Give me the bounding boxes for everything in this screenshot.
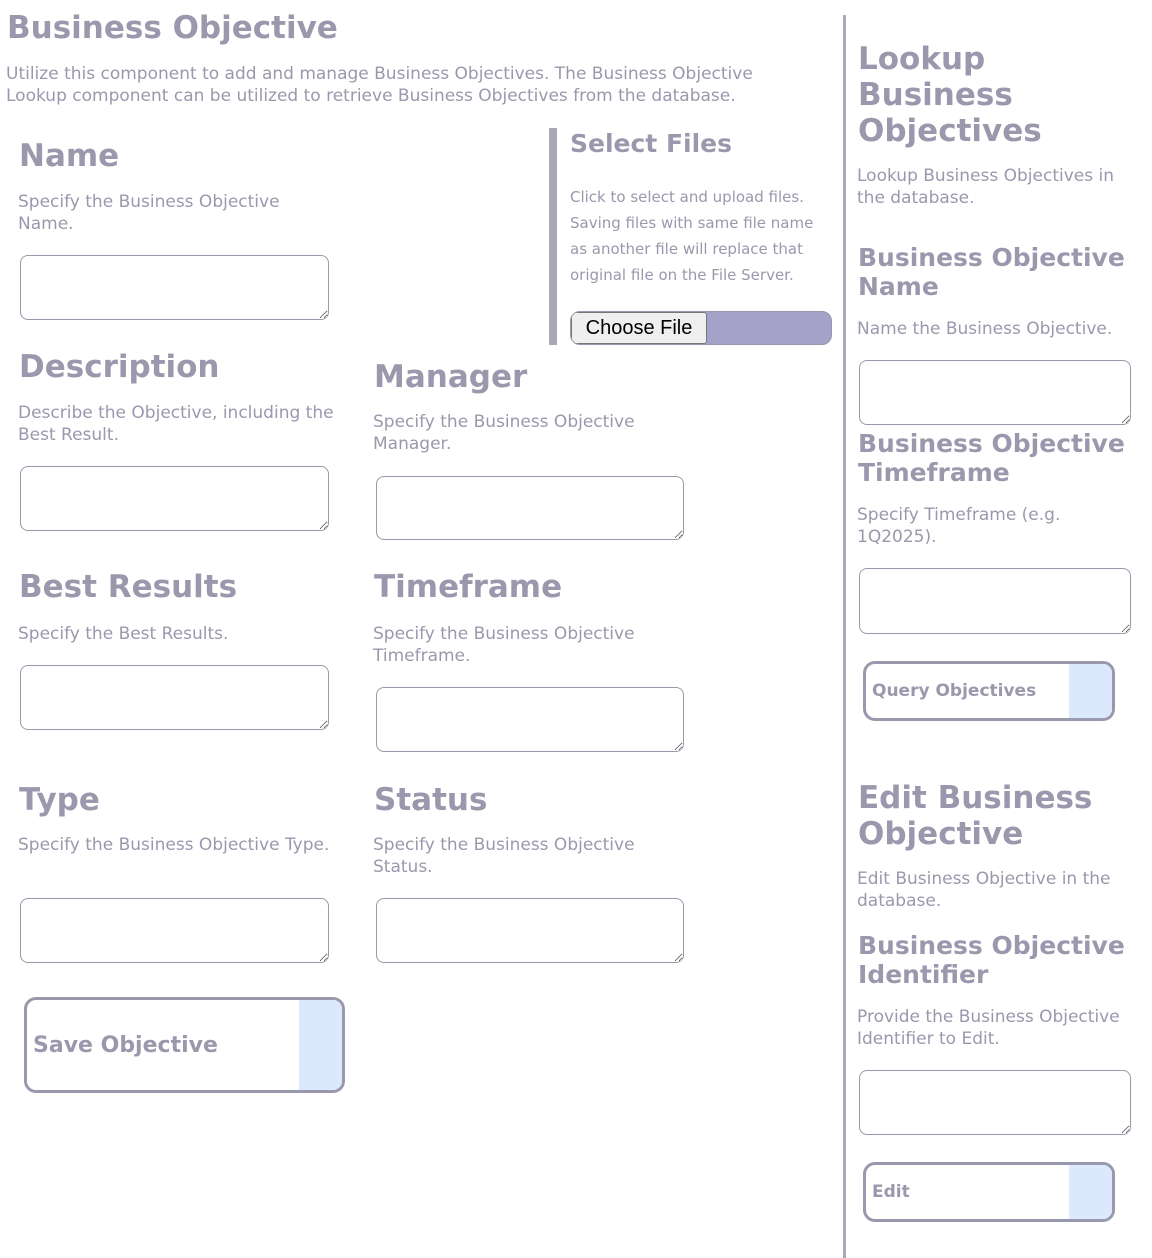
- lookup-intro: Lookup Business Objectives in the database.: [857, 166, 1115, 208]
- query-objectives-accent: [1069, 664, 1112, 718]
- lookup-timeframe-heading: Business Objective Timeframe: [858, 429, 1125, 487]
- file-upload[interactable]: [570, 311, 832, 345]
- description-heading: Description: [19, 349, 220, 385]
- manager-help: Specify the Business Objective Manager.: [373, 412, 635, 454]
- save-objective-label: Save Objective: [33, 1032, 218, 1058]
- timeframe-help: Specify the Business Objective Timeframe.: [373, 624, 635, 666]
- name-help: Specify the Business Objective Name.: [18, 192, 280, 234]
- best-results-heading: Best Results: [19, 569, 238, 605]
- edit-identifier-heading: Business Objective Identifier: [858, 931, 1125, 989]
- timeframe-heading: Timeframe: [374, 569, 563, 605]
- description-input[interactable]: [20, 466, 329, 531]
- edit-intro: Edit Business Objective in the database.: [857, 869, 1111, 911]
- best-results-input[interactable]: [20, 665, 329, 730]
- files-divider: [549, 128, 557, 345]
- lookup-timeframe-input[interactable]: [859, 568, 1131, 634]
- sidebar-divider: [843, 15, 846, 1258]
- lookup-timeframe-help: Specify Timeframe (e.g. 1Q2025).: [857, 505, 1061, 547]
- edit-title: Edit Business Objective: [858, 780, 1093, 852]
- edit-identifier-help: Provide the Business Objective Identifier to Edit.: [857, 1007, 1120, 1049]
- manager-input[interactable]: [376, 476, 684, 540]
- best-results-help: Specify the Best Results.: [18, 624, 229, 644]
- query-objectives-label: Query Objectives: [872, 681, 1037, 701]
- description-help: Describe the Objective, including the Best Result.: [18, 403, 334, 445]
- edit-identifier-input[interactable]: [859, 1070, 1131, 1135]
- lookup-title: Lookup Business Objectives: [858, 41, 1042, 149]
- edit-label: Edit: [872, 1182, 910, 1202]
- save-objective-accent: [299, 1000, 342, 1090]
- name-input[interactable]: [20, 255, 329, 320]
- files-help: Click to select and upload files. Saving files with same file name as another file will replace that original file on the File Server.: [570, 188, 814, 284]
- name-heading: Name: [19, 138, 120, 174]
- choose-file-button[interactable]: Choose File: [571, 312, 707, 344]
- files-heading: Select Files: [570, 129, 733, 158]
- query-objectives-button[interactable]: [863, 661, 1115, 721]
- status-heading: Status: [374, 782, 488, 818]
- lookup-name-input[interactable]: [859, 360, 1131, 425]
- status-help: Specify the Business Objective Status.: [373, 835, 635, 877]
- page-title: Business Objective: [7, 10, 338, 46]
- edit-accent: [1069, 1165, 1112, 1219]
- page-intro: Utilize this component to add and manage Business Objectives. The Business Objective Lookup component can be utilized to retrieve Business Objectives from the database.: [6, 64, 753, 106]
- lookup-name-heading: Business Objective Name: [858, 243, 1125, 301]
- manager-heading: Manager: [374, 359, 528, 395]
- lookup-name-help: Name the Business Objective.: [857, 319, 1113, 339]
- type-heading: Type: [19, 782, 100, 818]
- status-input[interactable]: [376, 898, 684, 963]
- type-help: Specify the Business Objective Type.: [18, 835, 330, 855]
- save-objective-button[interactable]: [24, 997, 345, 1093]
- type-input[interactable]: [20, 898, 329, 963]
- edit-button[interactable]: [863, 1162, 1115, 1222]
- timeframe-input[interactable]: [376, 687, 684, 752]
